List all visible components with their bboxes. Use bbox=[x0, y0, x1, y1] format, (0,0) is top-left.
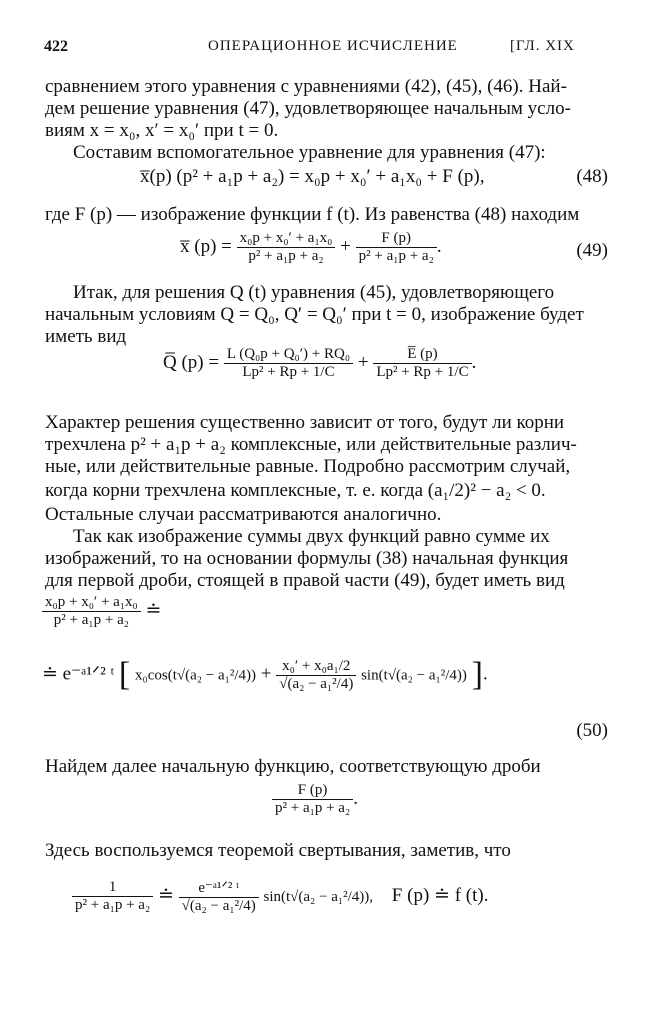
sin-term: sin(t√(a₂ − a₁²/4)), bbox=[263, 888, 374, 905]
fraction: $\frac{\text{L (Q₀p + Q₀′) + RQ₀}}{\text{Lp² + Rp + 1/C}}$ bbox=[224, 346, 353, 381]
text-line: Остальные случаи рассматриваются аналогично. bbox=[45, 504, 442, 525]
fraction: $\frac{\text{e⁻ᵃ¹ᐟ² ᵗ}}{\text{√(a₂ − a₁²/4)}}$ bbox=[179, 878, 259, 915]
text-line: начальным условиям Q = Q₀, Q′ = Q₀′ при t = 0, изображение будет bbox=[45, 304, 584, 325]
eq-lhs: Q̅ (p) = bbox=[163, 351, 220, 373]
left-bracket: [ bbox=[118, 656, 131, 693]
period: . bbox=[353, 787, 358, 809]
fraction: $\frac{\text{x₀p + x₀′ + a₁x₀}}{\text{p² + a₁p + a₂}}$ bbox=[237, 230, 336, 265]
fraction: $\frac{1}{\text{p² + a₁p + a₂}}$ bbox=[72, 879, 153, 914]
fraction: $\frac{E̅ (p)}{\text{Lp² + Rp + 1/C}}$ bbox=[373, 346, 471, 381]
equation-F bbox=[272, 782, 358, 817]
text-line: Так как изображение суммы двух функций равно сумме их bbox=[73, 526, 550, 547]
equation-50-second-row: ≐ e⁻ᵃ¹ᐟ² ᵗ [ x₀cos(t√(a₂ − a₁²/4)) + $\frac{\text{x₀′ + x₀a₁/2}}{\text{√(a₂ − a₁²/4)}}$ sin(t√(a₂ − a₁²/4)) ]. bbox=[42, 656, 488, 693]
text-line: ные, или действительные равные. Подробно рассмотрим случай, bbox=[45, 456, 571, 477]
text-line: когда корни трехчлена комплексные, т. е. когда (a₁/2)² − a₂ < 0. bbox=[45, 480, 546, 501]
text-line: сравнением этого уравнения с уравнениями (42), (45), (46). Най- bbox=[45, 76, 567, 97]
equation-number: (49) bbox=[576, 240, 608, 261]
image-arrow: ≐ bbox=[145, 599, 162, 621]
fraction: $\frac{\text{x₀p + x₀′ + a₁x₀}}{\text{p² + a₁p + a₂}}$ bbox=[42, 594, 141, 629]
image-arrow: ≐ bbox=[157, 884, 174, 906]
period: . bbox=[436, 235, 442, 257]
sin-term: sin(t√(a₂ − a₁²/4)) bbox=[361, 667, 467, 684]
text-line: где F (p) — изображение функции f (t). Из равенства (48) находим bbox=[45, 204, 580, 225]
running-title: ОПЕРАЦИОННОЕ ИСЧИСЛЕНИЕ bbox=[208, 38, 458, 54]
exponential-factor: ≐ e⁻ᵃ¹ᐟ² ᵗ bbox=[42, 663, 115, 685]
text-line: для первой дроби, стоящей в правой части (49), будет иметь вид bbox=[45, 570, 565, 591]
image-pair: F (p) ≐ f (t). bbox=[391, 884, 489, 906]
text-line: Здесь воспользуемся теоремой свертывания, заметив, что bbox=[45, 840, 511, 861]
fraction: $\frac{F (p)}{\text{p² + a₁p + a₂}}$ bbox=[272, 782, 353, 817]
plus-sign: + bbox=[260, 663, 272, 685]
chapter-label: [ГЛ. XIX bbox=[510, 38, 575, 54]
text-line: трехчлена p² + a₁p + a₂ комплексные, или действительные различ- bbox=[45, 434, 577, 455]
text-line: дем решение уравнения (47), удовлетворяющее начальным усло- bbox=[45, 98, 571, 119]
equation-number: (48) bbox=[576, 166, 608, 187]
plus-sign: + bbox=[340, 235, 351, 257]
page-number: 422 bbox=[44, 38, 68, 55]
right-bracket: ] bbox=[471, 656, 483, 693]
text-line: иметь вид bbox=[45, 326, 127, 347]
cos-term: x₀cos(t√(a₂ − a₁²/4)) bbox=[134, 667, 256, 684]
equation-49 bbox=[180, 230, 442, 265]
equation-Q bbox=[163, 346, 476, 381]
plus-sign: + bbox=[357, 351, 369, 373]
eq-lhs: x̅ (p) = bbox=[180, 235, 232, 257]
text-line: Характер решения существенно зависит от того, будут ли корни bbox=[45, 412, 565, 433]
equation-number: (50) bbox=[576, 720, 608, 741]
text-line: изображений, то на основании формулы (38) начальная функция bbox=[45, 548, 569, 569]
fraction: $\frac{F (p)}{\text{p² + a₁p + a₂}}$ bbox=[356, 230, 437, 265]
text-line: Итак, для решения Q (t) уравнения (45), удовлетворяющего bbox=[73, 282, 555, 303]
equation-48: x̅(p) (p² + a₁p + a₂) = x₀p + x₀′ + a₁x₀ + F (p), bbox=[140, 166, 485, 187]
text-line: Найдем далее начальную функцию, соответствующую дроби bbox=[45, 756, 541, 777]
text-line: Составим вспомогательное уравнение для уравнения (47): bbox=[73, 142, 546, 163]
equation-convolution bbox=[72, 878, 488, 915]
period: . bbox=[471, 351, 477, 373]
equation-50-first-row bbox=[42, 594, 161, 629]
fraction: $\frac{\text{x₀′ + x₀a₁/2}}{\text{√(a₂ − a₁²/4)}}$ bbox=[276, 658, 356, 693]
text-line: виям x = x₀, x′ = x₀′ при t = 0. bbox=[45, 120, 279, 141]
